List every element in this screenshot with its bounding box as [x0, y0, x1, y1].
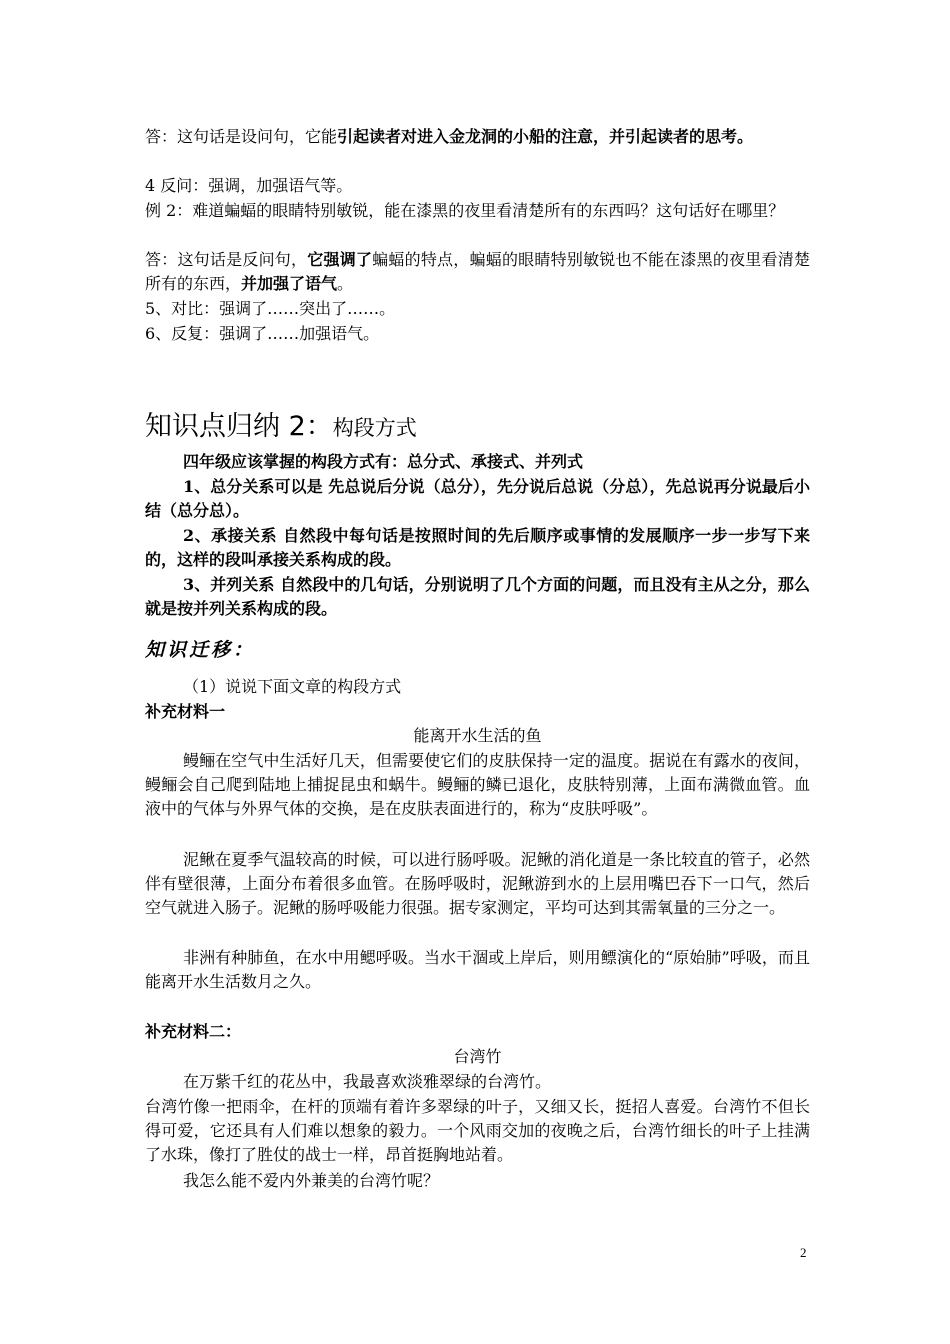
material-1-paragraph-2: 泥鳅在夏季气温较高的时候，可以进行肠呼吸。泥鳅的消化道是一条比较直的管子，必然伴有壁很薄，上面分布着很多血管。在肠呼吸时，泥鳅游到水的上层用嘴巴吞下一口气，然后空气就进入肠子。泥鳅的肠呼吸能力很强。据专家测定，平均可达到其需氧量的三分之一。	[145, 850, 810, 917]
answer-1-bold: 引起读者对进入金龙洞的小船的注意，并引起读者的思考。	[337, 127, 754, 146]
material-2-title: 台湾竹	[453, 1047, 502, 1066]
structure-intro: 四年级应该掌握的构段方式有：总分式、承接式、并列式	[183, 452, 584, 471]
material-1-paragraph-3: 非洲有种肺鱼，在水中用鳃呼吸。当水干涸或上岸后，则用鳔演化的“原始肺”呼吸，而且能离开水生活数月之久。	[145, 948, 810, 991]
page-number: 2	[800, 1245, 807, 1260]
material-1-paragraph-1: 鳗鲡在空气中生活好几天，但需要使它们的皮肤保持一定的温度。据说在有露水的夜间，鳗鲡会自己爬到陆地上捕捉昆虫和蜗牛。鳗鲡的鳞已退化，皮肤特别薄，上面布满微血管。血液中的气体与外界气体的交换，是在皮肤表面进行的，称为“皮肤呼吸”。	[145, 751, 810, 818]
material-1-label: 补充材料一	[145, 702, 226, 721]
answer-2: 答：这句话是反问句，它强调了蝙蝠的特点，蝙蝠的眼睛特别敏锐也不能在漆黑的夜里看清楚所有的东西，并加强了语气。	[145, 250, 810, 293]
rhetorical-question-item: 4 反问：强调，加强语气等。	[145, 176, 353, 195]
structure-item-1: 1、总分关系可以是 先总说后分说（总分），先分说后总说（分总），先总说再分说最后小结（总分总）。	[145, 477, 810, 520]
material-2-paragraph-1: 在万紫千红的花丛中，我最喜欢淡雅翠绿的台湾竹。	[183, 1072, 552, 1091]
material-2-paragraph-2: 台湾竹像一把雨伞，在杆的顶端有着许多翠绿的叶子，又细又长，挺招人喜爱。台湾竹不但长得可爱，它还具有人们难以想象的毅力。一个风雨交加的夜晚之后，台湾竹细长的叶子上挂满了水珠，像打了胜仗的战士一样，昂首挺胸地站着。	[145, 1097, 810, 1164]
structure-item-2: 2、承接关系 自然段中每句话是按照时间的先后顺序或事情的发展顺序一步一步写下来的，这样的段叫承接关系构成的段。	[145, 526, 810, 569]
section-heading: 知识点归纳 2：构段方式	[145, 411, 417, 442]
answer-1-text: 答：这句话是设问句，它能	[145, 127, 338, 146]
repetition-item: 6、反复：强调了……加强语气。	[145, 324, 380, 343]
material-2-paragraph-3: 我怎么能不爱内外兼美的台湾竹呢？	[183, 1171, 440, 1190]
answer-1	[145, 125, 810, 149]
knowledge-transfer-heading: 知识迁移：	[145, 639, 256, 661]
example-2: 例 2：难道蝙蝠的眼睛特别敏锐，能在漆黑的夜里看清楚所有的东西吗？这句话好在哪里？	[145, 201, 785, 220]
material-1-title: 能离开水生活的鱼	[413, 726, 542, 745]
structure-item-3: 3、并列关系 自然段中的几句话，分别说明了几个方面的问题，而且没有主从之分，那么就是按并列关系构成的段。	[145, 575, 810, 618]
transfer-task: （1）说说下面文章的构段方式	[183, 677, 402, 696]
material-2-label: 补充材料二：	[145, 1022, 242, 1041]
contrast-item: 5、对比：强调了……突出了……。	[145, 299, 396, 318]
